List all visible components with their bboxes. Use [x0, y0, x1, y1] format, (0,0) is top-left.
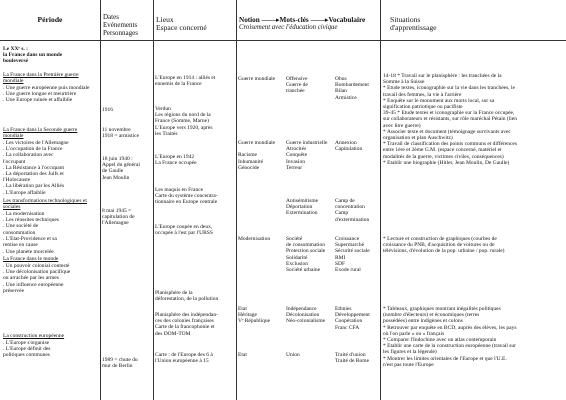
header-notion-main: Notion ——▸Mots-clés ——▸Vocabulaire	[239, 16, 366, 24]
notion-ww2-b: Guerre industrielle Atrocités Conquête Invasion Terreur	[286, 140, 328, 171]
notion-ww2-a: Guerre mondiale Racisme Inhumanité Génocide	[238, 140, 276, 171]
periode-monde-title: La France dans le monde	[3, 256, 59, 262]
date-capitulation: 8 mai 1945 = capitulation de l'Allemagne	[102, 208, 135, 227]
situation-graphiques: * Lecture et construction de graphiques (courbes de croissance du PNB, d'acquisition de voitures ou de télévisions, d'évolution de la pop. urbaine / pop. rurale)	[383, 236, 505, 255]
date-1916: 1916	[102, 107, 113, 113]
lieu-maquis: Les maquis en France Carte du système concentra- tionnaire en Europe centrale	[155, 187, 218, 206]
periode-planet-text: . Une planète morcelée	[3, 249, 54, 255]
periode-ww1-text: . Une guerre européenne puis mondiale . Une guerre longue et meurtrière . Une Europe ruinée et affaiblie	[3, 85, 90, 104]
situation-guerres: 14-18 * Travail sur le planisphère : les tranchées de la Somme à la Suisse * Etude textes, iconographie sur la vie dans les tranchées, le travail des femmes, la vie à l'arrière * Enquête sur le monument aux morts local, sur sa signification patriotique ou pacifiste 39-45 * Etude textes et iconographie sur la France occupée, sur collaborateurs et résistants, sur rôle maréchal Pétain (lien avec litre guerre) * Associer texte et document (témoignage survivants avec organisation et plan Auschwitz) * Travail de classification des points communs et différences entre 1ère et 2ème G.M. (espace concerné, matériel et modalités de la guerre, victimes civiles, conséquences) * Etablir une biographie (Hitler, Jean Moulin, De Gaulle)	[383, 73, 518, 166]
lieu-union-europeenne: Carte : de l'Europe des 6 à l'Union européenne à 15	[155, 352, 213, 365]
lieu-deforestation: Planisphère de la déforestation, de la pollution	[155, 290, 219, 303]
periode-ww2-text: . Les victoires de l'Allemagne . L'occupation de la France . La collaboration avec l'occupant . La Résistance à l'occupant . La déportation des Juifs et l'Holocauste . La libération par les Alliés . L'Europe affaiblie	[3, 140, 69, 196]
notion-shoah-b: Antisémitisme Déportation Extermination	[286, 198, 319, 217]
date-appel: 18 juin 1940 : Appel du général de Gaulle Jean Moulin	[102, 156, 140, 181]
notion-tech-b: Société de consommation Protection sociale Solidarité Exclusion Société urbaine	[286, 236, 326, 274]
notion-monde-a: Etat Héritage Vᵉ République	[238, 306, 271, 325]
situation-monde-europe: * Tableaux, graphiques montrant inégalités politiques (nombre d'électeurs) et économiques (terres possédées) entre indigènes et colons * Retrouver par enquête en BCD, auprès des élèves, les pays où l'on parle « ou » français * Comparer l'Indochine avec un atlas contemporain * Etablir une carte de la construction européenne (travail sur les figures et la légende) * Montrer les limites orientales de l'Europe et que l'U.E. n'est pas toute l'Europe	[383, 306, 517, 368]
notion-europe-c: Traité d'union Traité de Rome	[335, 352, 370, 365]
periode-title: Le XXᵉ s. : la France dans un monde bouleversé	[3, 46, 63, 65]
notion-monde-c: Ethnies Développement Coopération Franc CFA	[335, 306, 370, 331]
date-berlin: 1989 = chute du mur de Berlin	[102, 357, 138, 370]
notion-ww2-c: Annexion Capitulation	[335, 140, 363, 153]
header-notions	[236, 0, 380, 33]
periode-ww2-title: La France dans la Seconde guerre mondiale	[3, 127, 78, 140]
lieu-europe-1942: L'Europe en 1942 La France occupée	[155, 154, 197, 167]
header-situations: Situations d'apprentissage	[390, 15, 437, 33]
periode-monde-text: . Un pouvoir colonial contesté . Une décolonisation pacifique ou arrachée par les armes . Une influence européenne préservée	[3, 263, 71, 294]
lieu-europe-1914: L'Europe en 1914 : alliés et ennemis de la France	[155, 75, 216, 88]
lieu-europe-coupee: L'Europe coupée en deux, occupée à l'est par l'URSS	[155, 224, 213, 237]
notion-tech-c: Croissance Supermarché Sécurité sociale RMI SDF Exode rural	[335, 236, 370, 274]
column-situations	[380, 0, 566, 400]
notion-shoah-c: Camp de concentration Camp d'extermination	[335, 198, 370, 223]
notion-tech-a: Modernisation	[238, 236, 271, 242]
periode-ww1-title: La France dans la Première guerre mondiale	[3, 72, 79, 85]
column-lieux	[153, 0, 236, 400]
periode-europe-title: La construction européenne	[3, 333, 65, 339]
periode-tech-text: . La modernisation . Les réussites techniques . Une société de consommation . L'Etat-Providence et sa remise en cause	[3, 211, 59, 249]
header-notion-sub: Croisement avec l'éducation civique	[239, 24, 338, 32]
notion-ww1-c: Obus Bombardement Bilan Armistice	[335, 76, 369, 101]
notion-monde-b: Indépendance Décolonisation Néo-colonialisme	[286, 306, 326, 325]
header-dates: Dates Evénements Personnages	[103, 13, 138, 37]
column-notions	[236, 0, 380, 400]
header-periode: Période	[37, 15, 63, 24]
lieu-independances: Planisphère des indépendan- ces des colonies françaises Carte de la francophonie et des DOM-TOM	[155, 312, 218, 337]
header-lieux: Lieux Espace concerné	[156, 15, 207, 33]
date-armistice: 11 novembre 1918 = armistice	[102, 127, 140, 140]
periode-europe-text: . L'Europe s'organise . L'Europe définit des politiques communes	[3, 340, 51, 359]
notion-europe-b: Union	[286, 352, 300, 358]
column-dates	[100, 0, 153, 400]
column-periode	[0, 0, 100, 400]
lieu-verdun: Verdun Les régions du nord de la France (Somme, Marne) L'Europe vers 1920, après les Traités	[155, 106, 213, 137]
notion-europe-a: Etat	[238, 352, 247, 358]
notion-ww1-a: Guerre mondiale	[238, 76, 276, 82]
periode-tech-title: Les transformations technologiques et sociales	[3, 198, 87, 211]
notion-ww1-b: Offensive Guerre de tranchée	[286, 76, 308, 95]
